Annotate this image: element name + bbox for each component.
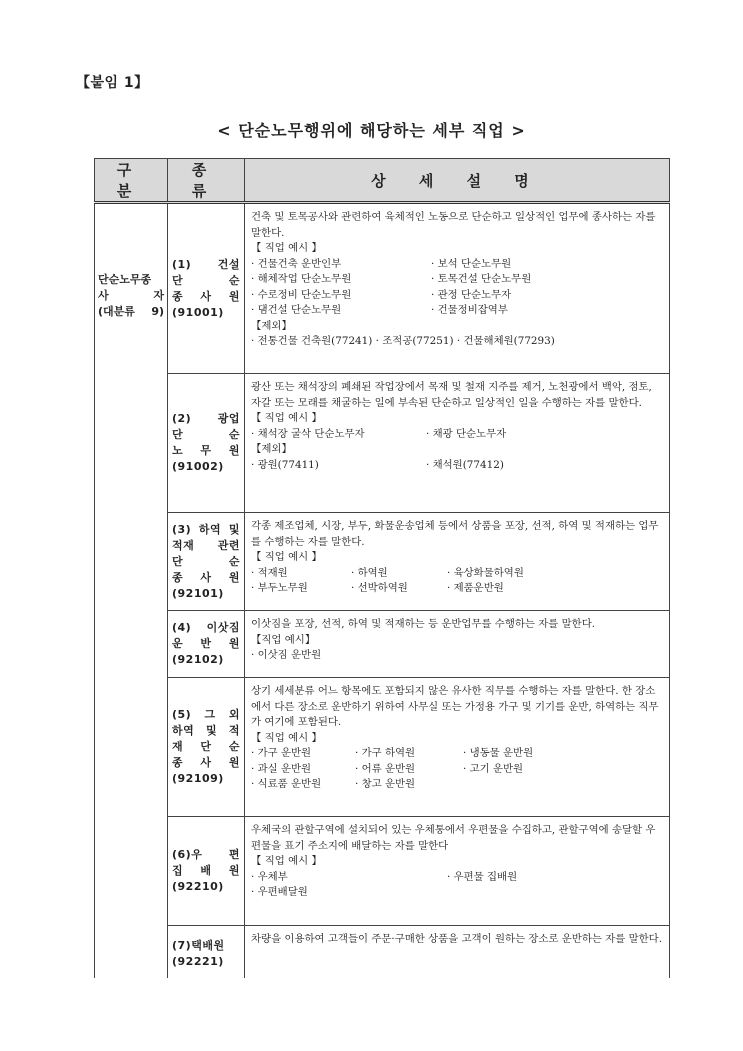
description-text: 이삿짐을 포장, 선적, 하역 및 적재하는 등 운반업무를 수행하는 자를 말한다. — [251, 618, 596, 630]
occupation-line: 적재 관련 — [172, 538, 240, 552]
exclusion-item: · 건물해체원(77293) — [456, 335, 555, 347]
description-cell — [245, 513, 670, 611]
example-item: · 적재원 — [251, 566, 288, 579]
occupation-line: 단 순 — [172, 428, 240, 441]
occupation-code: (92102) — [172, 653, 224, 666]
table-header-row — [95, 159, 670, 203]
table-row — [95, 817, 670, 926]
example-list — [251, 257, 665, 319]
occupation-line: (3) 하역 및 — [172, 522, 240, 536]
description-cell — [245, 374, 670, 513]
header-description: 상 세 설 명 — [245, 159, 670, 203]
example-heading: 【 직업 예시 】 — [251, 855, 322, 867]
example-item: · 댐건설 단순노무원 — [251, 304, 342, 316]
occupation-cell — [168, 374, 245, 513]
occupation-line: (1) 건설 — [172, 257, 240, 271]
exclusion-list — [251, 334, 665, 350]
example-item: · 채석장 굴삭 단순노무자 — [251, 427, 365, 440]
example-item: · 우편물 집배원 — [447, 870, 518, 883]
description-cell — [245, 611, 670, 678]
example-heading: 【 직업 예시 】 — [251, 551, 322, 563]
table-row — [95, 678, 670, 817]
example-item: · 토목건설 단순노무원 — [431, 273, 532, 285]
exclusion-heading: 【제외】 — [251, 319, 292, 332]
description-cell — [245, 817, 670, 926]
example-item: · 냉동물 운반원 — [463, 747, 534, 759]
occupation-line: 재 단 순 — [172, 740, 240, 753]
occupation-line: 단 순 — [172, 554, 240, 568]
occupation-line: 단 순 — [172, 273, 240, 287]
example-list — [251, 427, 665, 443]
table-row — [95, 513, 670, 611]
category-line: (대분류 9) — [98, 305, 164, 318]
example-item: · 선박하역원 — [351, 582, 408, 594]
example-item: · 우편배달원 — [251, 886, 308, 898]
description-text: 각종 제조업체, 시장, 부두, 화물운송업체 등에서 상품을 포장, 선적, 하역 및 적재하는 업무를 수행하는 자를 말한다. — [251, 520, 659, 548]
occupation-code: (92101) — [172, 586, 224, 600]
occupation-line: 하역 및 적 — [172, 724, 240, 737]
example-item: · 건물건축 운반인부 — [251, 257, 342, 270]
example-item: · 하역원 — [351, 566, 388, 579]
exclusion-heading: 【제외】 — [251, 443, 292, 455]
example-item: · 어류 운반원 — [355, 762, 416, 775]
exclusion-item: · 전통건물 건축원(77241) — [251, 335, 373, 347]
description-text: 건축 및 토목공사와 관련하여 육체적인 노동으로 단순하고 일상적인 업무에 종사하는 자를 말한다. — [251, 211, 656, 239]
occupation-cell — [168, 678, 245, 817]
occupation-cell — [168, 513, 245, 611]
example-heading: 【 직업 예시 】 — [251, 242, 322, 254]
occupation-cell — [168, 611, 245, 678]
example-list — [251, 566, 665, 597]
description-text: 우체국의 관할구역에 설치되어 있는 우체통에서 우편물을 수집하고, 관할구역에 송달할 우편물을 표기 주소지에 배달하는 자를 말한다 — [251, 824, 656, 852]
example-list — [251, 746, 665, 793]
category-line: 단순노무종 — [98, 273, 152, 286]
example-item: · 우체부 — [251, 870, 288, 883]
table-row — [95, 926, 670, 979]
occupation-line: 종 사 원 — [172, 570, 240, 584]
occupation-code: (92210) — [172, 880, 224, 893]
occupation-line: 종 사 원 — [172, 289, 240, 303]
document-title: < 단순노무행위에 해당하는 세부 직업 > — [217, 121, 526, 140]
example-item: · 이삿짐 운반원 — [251, 649, 322, 661]
occupation-line: 운 반 원 — [172, 637, 240, 650]
occupation-table — [94, 158, 670, 978]
occupation-line: 집 배 원 — [172, 864, 240, 877]
example-item: · 식료품 운반원 — [251, 778, 322, 790]
occupation-cell — [168, 203, 245, 374]
example-item: · 부두노무원 — [251, 582, 308, 594]
attachment-label: 【붙임 1】 — [76, 75, 149, 91]
description-cell — [245, 678, 670, 817]
occupation-line: (6)우 편 — [172, 848, 240, 861]
example-heading: 【 직업 예시 】 — [251, 731, 322, 744]
description-text: 차량을 이용하여 고객들이 주문·구매한 상품을 고객이 원하는 장소로 운반하는 자를 말한다. — [251, 933, 663, 945]
category-cell — [95, 203, 168, 979]
header-occupation: 종 류 — [168, 159, 245, 203]
exclusion-item: · 광원(77411) — [251, 458, 319, 471]
example-item: · 과실 운반원 — [251, 762, 312, 775]
example-item: · 가구 운반원 — [251, 747, 312, 759]
example-heading: 【직업 예시】 — [251, 633, 316, 646]
occupation-line: (4) 이삿짐 — [172, 621, 240, 634]
occupation-code: (92109) — [172, 772, 224, 785]
exclusion-item: · 조적공(77251) — [375, 335, 454, 347]
example-list — [251, 870, 665, 901]
example-item: · 건물정비잡역부 — [431, 304, 508, 316]
occupation-line: (2) 광업 — [172, 412, 240, 425]
occupation-code: (91001) — [172, 305, 224, 319]
header-category: 구 분 — [95, 159, 168, 203]
example-item: · 수로정비 단순노무원 — [251, 288, 352, 301]
example-item: · 채광 단순노무자 — [426, 427, 507, 440]
occupation-cell — [168, 926, 245, 979]
occupation-cell — [168, 817, 245, 926]
occupation-line: (7)택배원 — [172, 939, 225, 952]
description-cell — [245, 926, 670, 979]
example-list — [251, 648, 665, 664]
example-heading: 【 직업 예시 】 — [251, 412, 322, 424]
occupation-line: 종 사 원 — [172, 756, 240, 769]
occupation-code: (91002) — [172, 460, 224, 473]
exclusion-item: · 채석원(77412) — [426, 458, 504, 471]
table-row — [95, 203, 670, 374]
table-row — [95, 374, 670, 513]
table-row — [95, 611, 670, 678]
occupation-code: (92221) — [172, 955, 224, 968]
description-cell — [245, 203, 670, 374]
description-text: 광산 또는 채석장의 폐쇄된 작업장에서 목재 및 철재 지주를 제거, 노천광에서 백악, 점토, 자갈 또는 모래를 채굴하는 일에 부속된 단순하고 일상적인 일을 수행하는 자를 말한다. — [251, 381, 652, 409]
example-item: · 보석 단순노무원 — [431, 257, 512, 270]
example-item: · 창고 운반원 — [355, 778, 416, 790]
example-item: · 관정 단순노무자 — [431, 288, 512, 301]
example-item: · 고기 운반원 — [463, 762, 524, 775]
example-item: · 제품운반원 — [447, 582, 504, 594]
example-item: · 해체작업 단순노무원 — [251, 273, 352, 285]
occupation-line: 노 무 원 — [172, 444, 240, 457]
example-item: · 가구 하역원 — [355, 747, 416, 759]
description-text: 상기 세세분류 어느 항목에도 포함되지 않은 유사한 직무를 수행하는 자를 말한다. 한 장소에서 다른 장소로 운반하기 위하여 사무실 또는 가정용 가구 및 기기를 운반, 하역하는 직무가 여기에 포함된다. — [251, 685, 659, 728]
example-item: · 육상화물하역원 — [447, 566, 524, 579]
exclusion-list — [251, 458, 665, 474]
occupation-line: (5) 그 외 — [172, 708, 240, 721]
category-line: 사 자 — [98, 289, 164, 302]
